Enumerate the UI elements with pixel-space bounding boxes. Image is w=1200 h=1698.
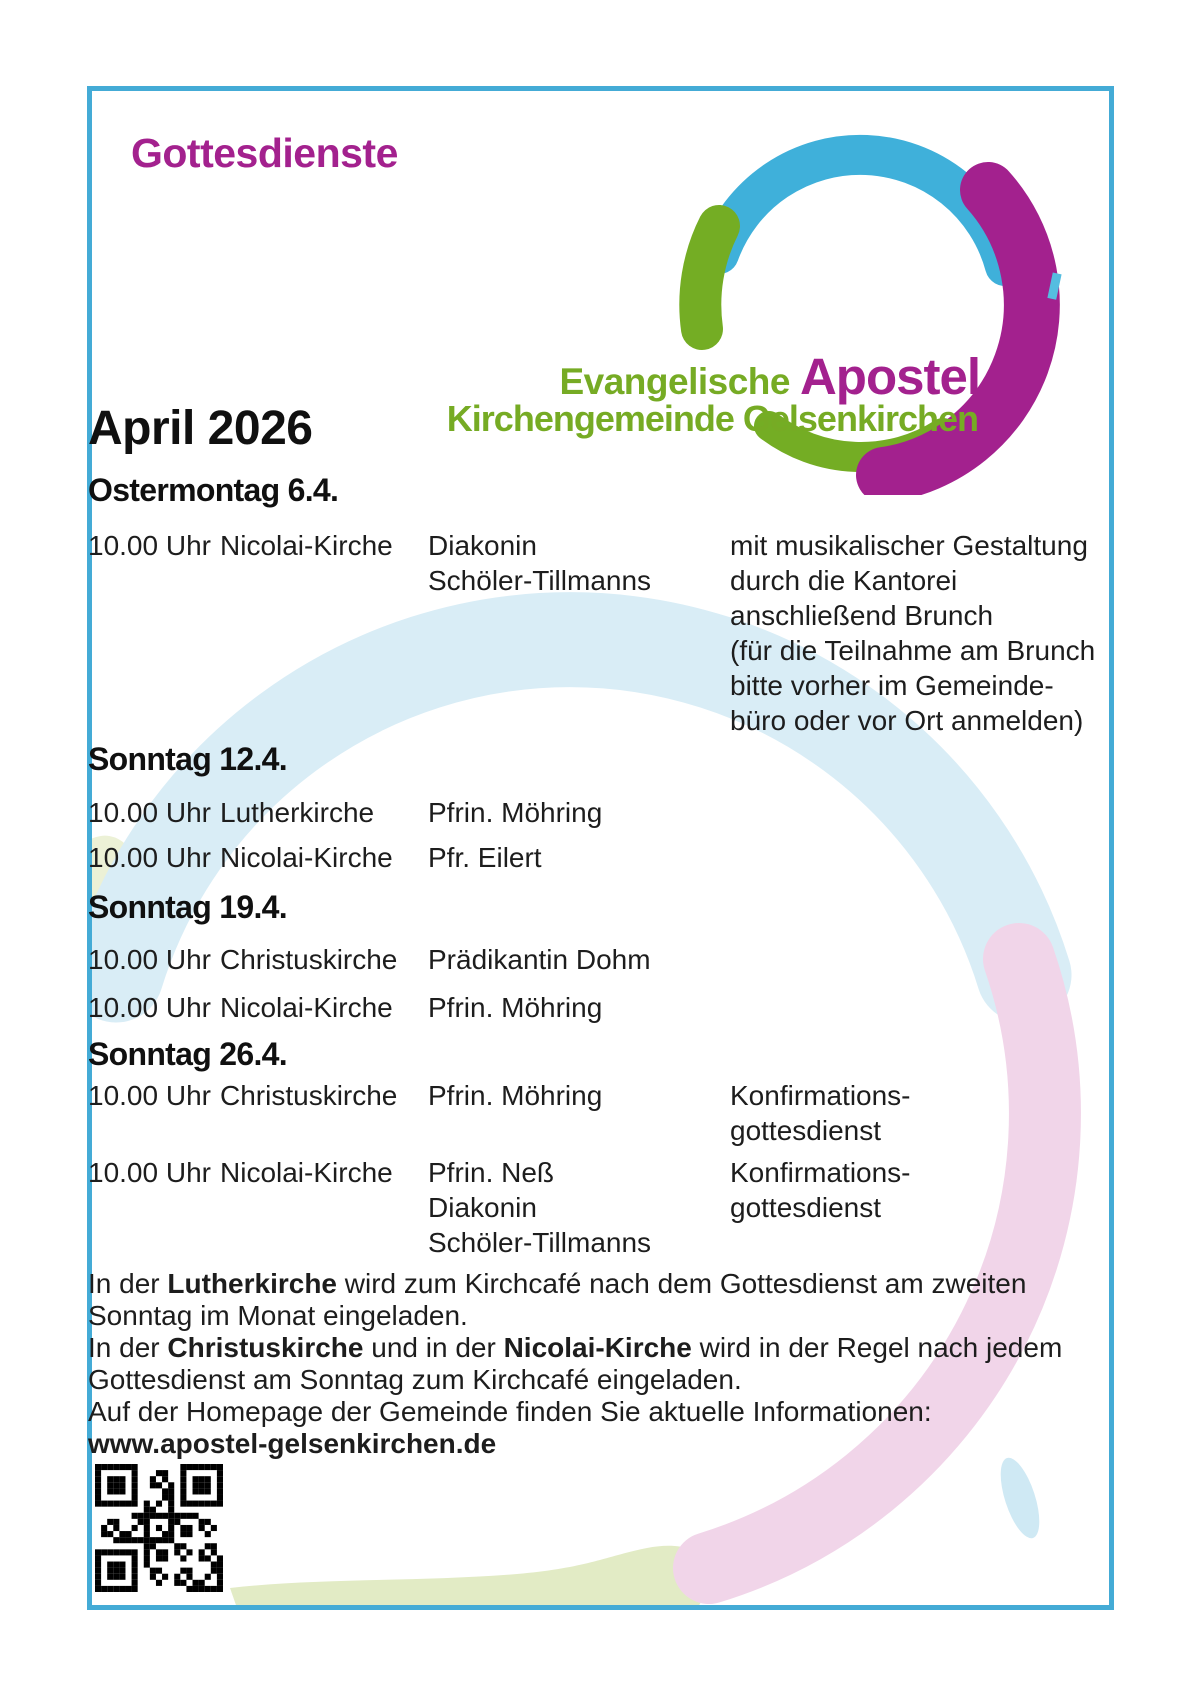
service-note-line: Konfirmations- — [730, 1080, 911, 1111]
date-heading: Sonntag 19.4. — [88, 889, 287, 925]
service-note-line: (für die Teilnahme am Brunch — [730, 635, 1096, 666]
service-notes — [730, 1155, 911, 1225]
service-church: Nicolai-Kirche — [220, 992, 393, 1023]
footer-text: wird zum Kirchcafé nach dem Gottesdienst am zweiten — [337, 1268, 1027, 1299]
website-url: www.apostel-gelsenkirchen.de — [88, 1428, 497, 1459]
service-time: 10.00 Uhr — [88, 944, 211, 975]
service-pastor: Pfrin. Möhring — [428, 1080, 603, 1111]
footer-text: In der — [88, 1268, 168, 1299]
footer-line — [88, 1300, 1118, 1332]
footer-line — [88, 1364, 1118, 1396]
footer-text: Gottesdienst am Sonntag zum Kirchcafé eingeladen. — [88, 1364, 742, 1395]
date-heading: Sonntag 12.4. — [88, 741, 287, 777]
qr-code — [95, 1464, 223, 1592]
service-time: 10.00 Uhr — [88, 530, 211, 561]
service-pastor-line: Diakonin — [428, 530, 537, 561]
service-note-line: büro oder vor Ort anmelden) — [730, 705, 1084, 736]
service-time: 10.00 Uhr — [88, 1157, 211, 1188]
service-pastor — [428, 528, 651, 598]
footer-line — [88, 1332, 1118, 1364]
page-title: Gottesdienste — [131, 130, 398, 176]
footer-info — [88, 1268, 1118, 1460]
service-note-line: durch die Kantorei — [730, 565, 958, 596]
service-notes — [730, 1078, 911, 1148]
service-note-line: mit musikalischer Gestaltung — [730, 530, 1088, 561]
service-pastor-line: Schöler-Tillmanns — [428, 565, 652, 596]
logo-name-part2: Apostel — [799, 348, 980, 405]
footer-text: wird in der Regel nach jedem — [691, 1332, 1063, 1363]
service-pastor: Pfr. Eilert — [428, 842, 542, 873]
service-church: Nicolai-Kirche — [220, 842, 393, 873]
service-pastor: Prädikantin Dohm — [428, 944, 651, 975]
service-church: Lutherkirche — [220, 797, 375, 828]
service-note-line: gottesdienst — [730, 1192, 881, 1223]
service-church: Christuskirche — [220, 1080, 398, 1111]
service-note-line: Konfirmations- — [730, 1157, 911, 1188]
service-note-line: gottesdienst — [730, 1115, 881, 1146]
church-name-bold: Christuskirche — [167, 1332, 364, 1363]
footer-text: Sonntag im Monat eingeladen. — [88, 1300, 468, 1331]
footer-line — [88, 1396, 1118, 1428]
service-time: 10.00 Uhr — [88, 842, 211, 873]
service-pastor: Pfrin. Möhring — [428, 797, 603, 828]
logo-text-line2: Kirchengemeinde Gelsenkirchen — [446, 398, 978, 439]
service-time: 10.00 Uhr — [88, 992, 211, 1023]
footer-text: Auf der Homepage der Gemeinde finden Sie aktuelle Informationen: — [88, 1396, 932, 1427]
church-name-bold: Lutherkirche — [167, 1268, 337, 1299]
service-pastor-line: Schöler-Tillmanns — [428, 1227, 652, 1258]
footer-text: In der — [88, 1332, 168, 1363]
footer-line — [88, 1428, 1118, 1460]
service-church: Nicolai-Kirche — [220, 530, 393, 561]
service-time: 10.00 Uhr — [88, 1080, 211, 1111]
service-time: 10.00 Uhr — [88, 797, 211, 828]
service-pastor: Pfrin. Möhring — [428, 992, 603, 1023]
logo-name-part1: Evangelische — [559, 361, 790, 402]
service-notes — [730, 528, 1095, 738]
service-church: Christuskirche — [220, 944, 398, 975]
month-title: April 2026 — [88, 402, 313, 455]
service-pastor — [428, 1155, 651, 1260]
service-pastor-line: Diakonin — [428, 1192, 537, 1223]
date-heading: Ostermontag 6.4. — [88, 472, 339, 508]
service-note-line: bitte vorher im Gemeinde- — [730, 670, 1054, 701]
date-heading: Sonntag 26.4. — [88, 1036, 287, 1072]
footer-text: und in der — [363, 1332, 504, 1363]
service-pastor-line: Pfrin. Neß — [428, 1157, 555, 1188]
church-name-bold: Nicolai-Kirche — [503, 1332, 692, 1363]
service-church: Nicolai-Kirche — [220, 1157, 393, 1188]
footer-line — [88, 1268, 1118, 1300]
service-note-line: anschließend Brunch — [730, 600, 994, 631]
